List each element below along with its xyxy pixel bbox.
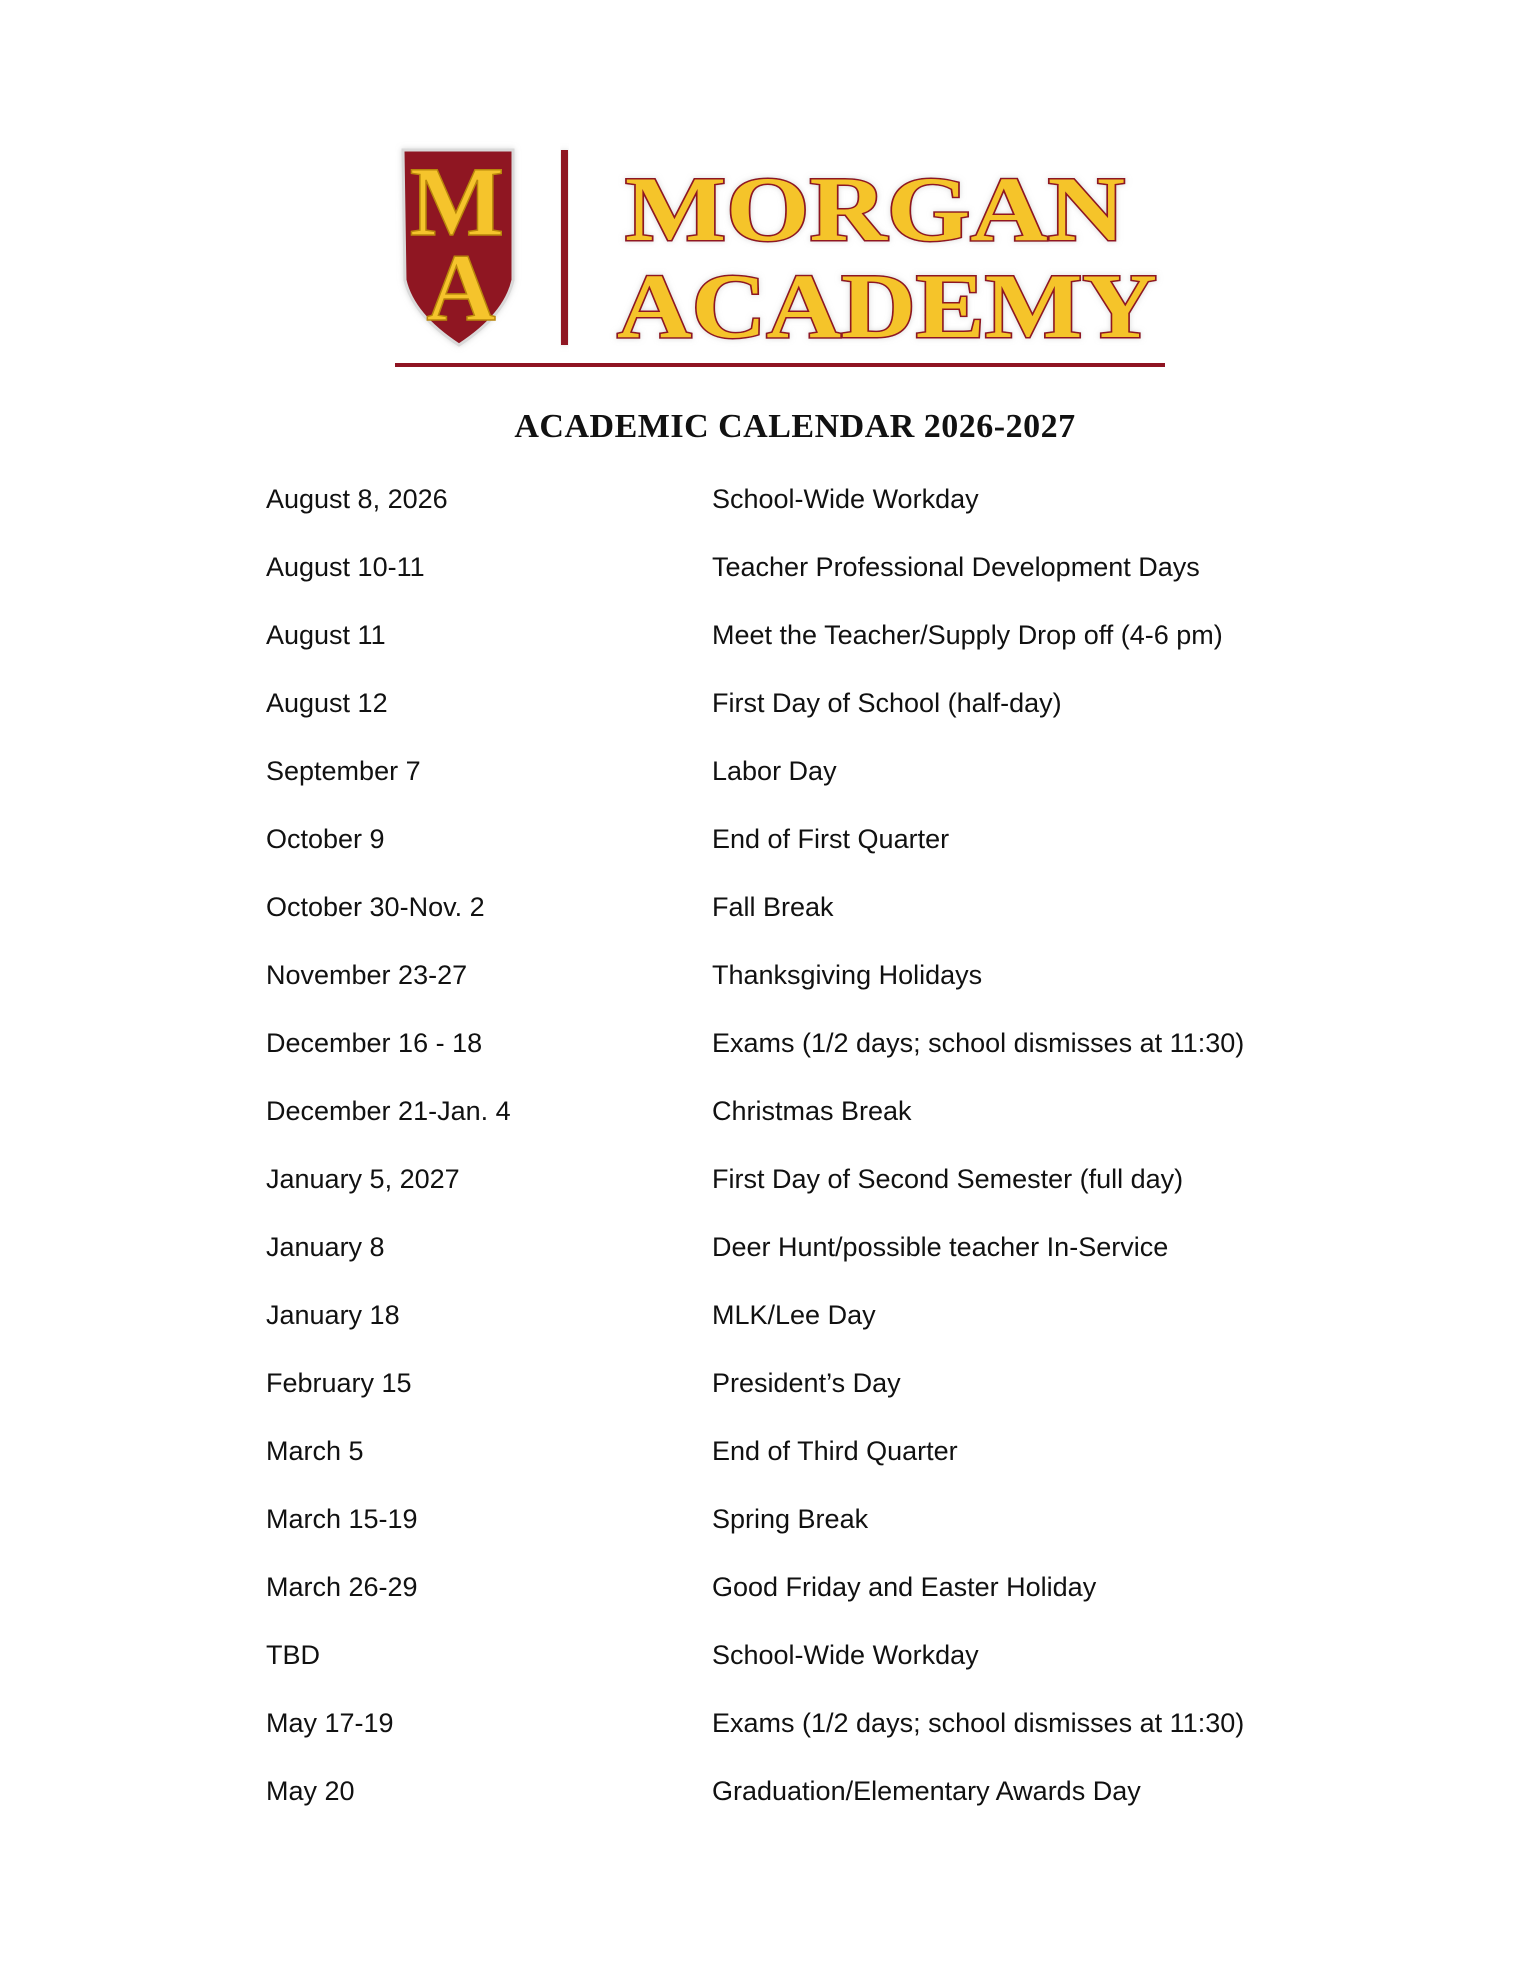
monogram-bottom: A <box>426 234 496 341</box>
event-description: Spring Break <box>712 1504 869 1534</box>
event-description: First Day of School (half-day) <box>712 688 1062 718</box>
event-description: First Day of Second Semester (full day) <box>712 1164 1184 1194</box>
calendar-row <box>0 1504 1530 1572</box>
event-description: Graduation/Elementary Awards Day <box>712 1776 1141 1806</box>
event-description: Thanksgiving Holidays <box>712 960 983 990</box>
event-date: September 7 <box>266 756 421 786</box>
calendar-row <box>0 1572 1530 1640</box>
calendar-row <box>0 756 1530 824</box>
event-description: President’s Day <box>712 1368 901 1398</box>
calendar-row <box>0 1436 1530 1504</box>
event-date: January 8 <box>266 1232 385 1262</box>
calendar-row <box>0 620 1530 688</box>
calendar-row <box>0 1232 1530 1300</box>
event-description: School-Wide Workday <box>712 1640 979 1670</box>
event-description: Good Friday and Easter Holiday <box>712 1572 1097 1602</box>
calendar-row <box>0 688 1530 756</box>
event-date: October 9 <box>266 824 385 854</box>
event-date: March 5 <box>266 1436 364 1466</box>
calendar-row <box>0 1776 1530 1844</box>
calendar-row <box>0 1368 1530 1436</box>
calendar-row <box>0 1028 1530 1096</box>
event-date: August 10-11 <box>266 552 425 582</box>
event-description: MLK/Lee Day <box>712 1300 876 1330</box>
event-description: Fall Break <box>712 892 834 922</box>
event-description: Deer Hunt/possible teacher In-Service <box>712 1232 1169 1262</box>
event-date: January 18 <box>266 1300 400 1330</box>
logo-line-2: ACADEMY <box>617 255 1157 357</box>
calendar-row <box>0 552 1530 620</box>
event-date: October 30-Nov. 2 <box>266 892 485 922</box>
calendar-row <box>0 1300 1530 1368</box>
event-date: August 12 <box>266 688 388 718</box>
calendar-list <box>0 484 1530 1844</box>
logo-line-1: MORGAN <box>625 158 1125 260</box>
page-title: ACADEMIC CALENDAR 2026-2027 <box>514 408 1076 445</box>
event-date: December 16 - 18 <box>266 1028 483 1058</box>
calendar-row <box>0 1708 1530 1776</box>
event-description: End of Third Quarter <box>712 1436 958 1466</box>
morgan-academy-logo <box>395 140 1165 370</box>
event-date: August 8, 2026 <box>266 484 448 514</box>
event-description: School-Wide Workday <box>712 484 979 514</box>
monogram-top: M <box>409 146 505 257</box>
calendar-row <box>0 1164 1530 1232</box>
logo-graphic <box>395 140 1165 370</box>
logo-underline <box>395 363 1165 367</box>
event-description: End of First Quarter <box>712 824 950 854</box>
calendar-row <box>0 892 1530 960</box>
calendar-row <box>0 824 1530 892</box>
calendar-row <box>0 1096 1530 1164</box>
event-date: May 17-19 <box>266 1708 394 1738</box>
event-date: March 26-29 <box>266 1572 418 1602</box>
calendar-row <box>0 960 1530 1028</box>
event-date: December 21-Jan. 4 <box>266 1096 511 1126</box>
event-description: Labor Day <box>712 756 837 786</box>
event-date: August 11 <box>266 620 386 650</box>
event-date: TBD <box>266 1640 320 1670</box>
event-description: Christmas Break <box>712 1096 912 1126</box>
event-description: Exams (1/2 days; school dismisses at 11:30) <box>712 1708 1245 1738</box>
event-description: Exams (1/2 days; school dismisses at 11:30) <box>712 1028 1245 1058</box>
event-date: January 5, 2027 <box>266 1164 460 1194</box>
event-description: Teacher Professional Development Days <box>712 552 1200 582</box>
event-description: Meet the Teacher/Supply Drop off (4-6 pm) <box>712 620 1223 650</box>
calendar-row <box>0 1640 1530 1708</box>
event-date: February 15 <box>266 1368 412 1398</box>
event-date: March 15-19 <box>266 1504 418 1534</box>
event-date: November 23-27 <box>266 960 468 990</box>
event-date: May 20 <box>266 1776 355 1806</box>
logo-divider <box>561 150 568 345</box>
calendar-row <box>0 484 1530 552</box>
